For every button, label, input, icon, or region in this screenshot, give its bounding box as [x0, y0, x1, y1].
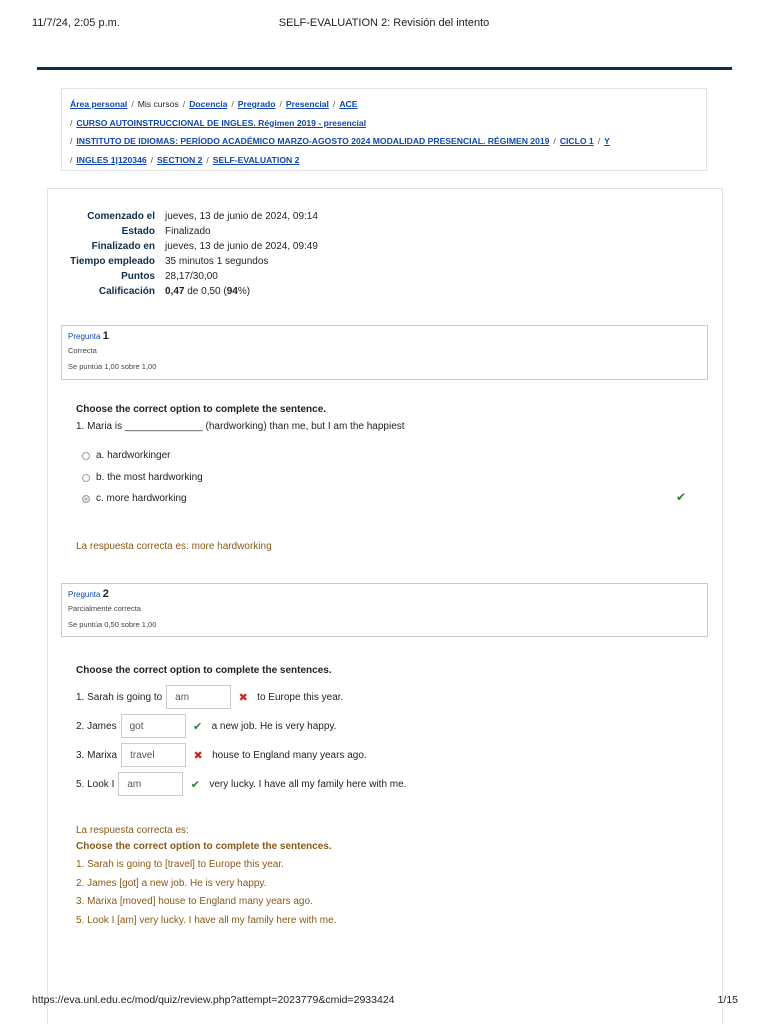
feedback-line: 5. Look I [am] very lucky. I have all my family here with me. — [76, 915, 337, 927]
state-label: Estado — [121, 226, 155, 237]
correct-check-icon: ✔ — [192, 720, 203, 733]
breadcrumb-pregrado[interactable]: Pregrado — [237, 99, 276, 109]
question-number: Pregunta 2 — [68, 588, 109, 600]
question-grade: Se puntúa 1,00 sobre 1,00 — [68, 362, 157, 371]
grade-value: 0,47 de 0,50 (94%) — [165, 286, 251, 297]
option-b[interactable]: b. the most hardworking — [82, 472, 203, 483]
points-value: 28,17/30,00 — [165, 271, 218, 282]
radio-checked-icon[interactable] — [82, 495, 90, 503]
question-state: Correcta — [68, 346, 97, 355]
grade-label: Calificación — [98, 286, 155, 297]
gap-row-2: 2. James got ✔ a new job. He is very happy. — [76, 714, 336, 738]
radio-icon[interactable] — [82, 452, 90, 460]
breadcrumb-ingles[interactable]: INGLES 1|120346 — [76, 154, 147, 165]
print-page-number: 1/15 — [717, 994, 738, 1006]
time-value: 35 minutos 1 segundos — [165, 256, 269, 267]
question-2-info — [61, 583, 708, 637]
attempt-summary — [60, 209, 360, 299]
feedback-intro: La respuesta correcta es: — [76, 825, 189, 836]
answer-input[interactable]: am — [166, 685, 231, 709]
print-footer — [0, 994, 768, 1008]
breadcrumb-self-evaluation[interactable]: SELF-EVALUATION 2 — [212, 154, 300, 165]
question-1-info — [61, 325, 708, 380]
gap-row-4: 5. Look I am ✔ very lucky. I have all my family here with me. — [76, 772, 406, 796]
started-label: Comenzado el — [87, 211, 155, 222]
started-value: jueves, 13 de junio de 2024, 09:14 — [165, 211, 318, 222]
question-1-text — [76, 404, 405, 432]
breadcrumb-y[interactable]: Y — [604, 136, 610, 146]
incorrect-cross-icon: ✖ — [193, 749, 203, 762]
print-title: SELF-EVALUATION 2: Revisión del intento — [278, 17, 490, 29]
breadcrumb-presencial[interactable]: Presencial — [285, 99, 329, 109]
question-instruction: Choose the correct option to complete the sentences. — [76, 665, 332, 676]
radio-icon[interactable] — [82, 474, 90, 482]
print-datetime: 11/7/24, 2:05 p.m. — [32, 17, 120, 29]
answer-input[interactable]: travel — [121, 743, 186, 767]
time-label: Tiempo empleado — [70, 256, 155, 267]
feedback-line: 2. James [got] a new job. He is very happy. — [76, 877, 267, 889]
breadcrumb-section[interactable]: SECTION 2 — [157, 154, 203, 165]
breadcrumb-area-personal[interactable]: Área personal — [70, 99, 128, 109]
question-instruction: Choose the correct option to complete the sentence. — [76, 404, 327, 415]
question-2-text — [76, 665, 332, 676]
question-1-feedback: La respuesta correcta es: more hardworking — [76, 541, 272, 552]
breadcrumb-mis-cursos: Mis cursos — [137, 99, 179, 109]
correct-check-icon: ✔ — [676, 490, 687, 504]
finished-value: jueves, 13 de junio de 2024, 09:49 — [165, 241, 318, 252]
state-value: Finalizado — [165, 226, 211, 237]
gap-row-1: 1. Sarah is going to am ✖ to Europe this year. — [76, 685, 343, 709]
correct-check-icon: ✔ — [190, 778, 200, 791]
breadcrumb-ace[interactable]: ACE — [339, 99, 358, 109]
question-2-feedback — [76, 824, 336, 931]
breadcrumb-docencia[interactable]: Docencia — [189, 99, 228, 109]
question-stem: 1. Maria is ______________ (hardworking) than me, but I am the happiest — [76, 421, 405, 432]
feedback-line: 1. Sarah is going to [travel] to Europe this year. — [76, 859, 284, 870]
breadcrumb-curso[interactable]: CURSO AUTOINSTRUCCIONAL DE INGLES. Régimen 2019 - presencial — [76, 117, 367, 128]
option-c[interactable]: c. more hardworking — [82, 493, 187, 504]
answer-input[interactable]: got — [121, 714, 186, 738]
finished-label: Finalizado en — [91, 241, 155, 252]
print-header — [0, 17, 768, 31]
navbar-strip — [37, 67, 732, 70]
breadcrumb: Área personal / Mis cursos / Docencia / Pregrado / Presencial / ACE / CURSO AUTOINSTRUCCIONAL DE INGLES. Régimen 2019 - presencial / INSTITUTO DE IDIOMAS: PERÍODO ACADÉMICO MARZO-AGOSTO 2024 MODALIDAD PRESENCIAL. RÉGIMEN 2019 / CICLO 1 / Y / INGLES 1|120346 / SECTION 2 / SELF-EVALUATION 2 — [61, 88, 707, 171]
feedback-instruction: Choose the correct option to complete the sentences. — [76, 841, 332, 852]
print-url: https://eva.unl.edu.ec/mod/quiz/review.php?attempt=2023779&cmid=2933424 — [32, 994, 395, 1006]
breadcrumb-ciclo[interactable]: CICLO 1 — [559, 136, 594, 146]
option-a[interactable]: a. hardworkinger — [82, 450, 170, 461]
breadcrumb-instituto[interactable]: INSTITUTO DE IDIOMAS: PERÍODO ACADÉMICO MARZO-AGOSTO 2024 MODALIDAD PRESENCIAL. RÉGIMEN 2019 — [76, 136, 550, 146]
points-label: Puntos — [121, 271, 155, 282]
question-state: Parcialmente correcta — [68, 604, 141, 613]
answer-input[interactable]: am — [118, 772, 183, 796]
gap-row-3: 3. Marixa travel ✖ house to England many years ago. — [76, 743, 367, 767]
feedback-line: 3. Marixa [moved] house to England many years ago. — [76, 896, 313, 908]
question-number: Pregunta 1 — [68, 330, 109, 342]
question-grade: Se puntúa 0,50 sobre 1,00 — [68, 620, 157, 629]
incorrect-cross-icon: ✖ — [238, 691, 248, 704]
